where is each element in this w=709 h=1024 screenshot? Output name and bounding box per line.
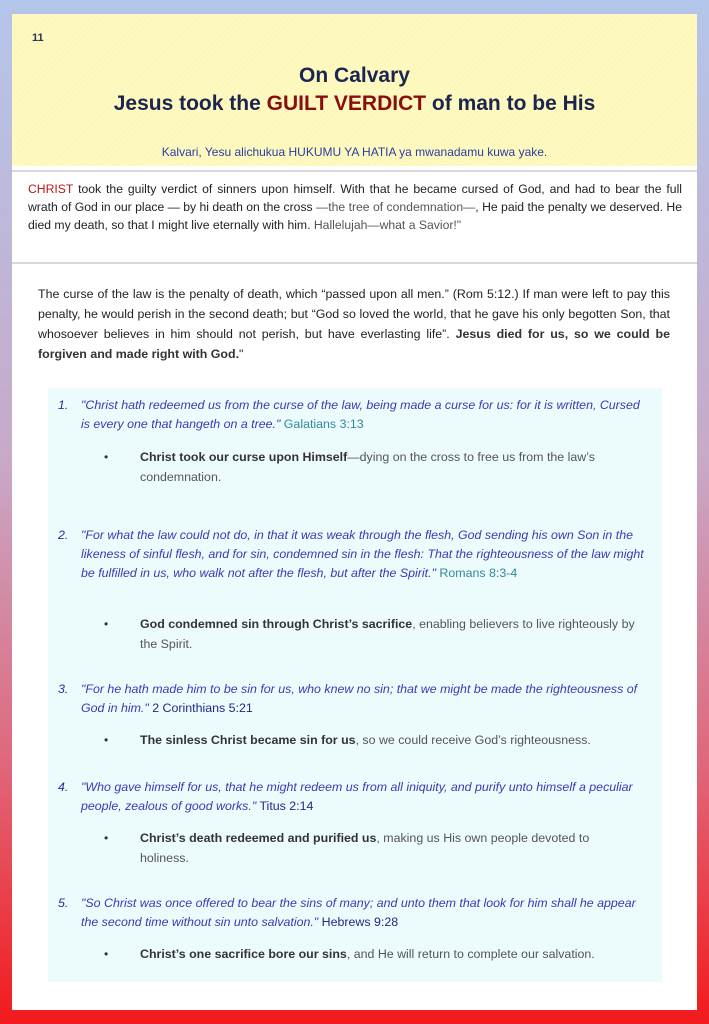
bullet-icon: •	[104, 733, 109, 747]
scripture-quote	[81, 894, 651, 932]
list-number: 5.	[58, 896, 69, 910]
title-text-post: of man to be His	[426, 92, 596, 115]
body-text: The curse of the law is the penalty of death, which “passed upon all men.” (Rom 5:12.) If man were left to pay this penalty, he would perish in the second death; but “God so loved the world, that he gave his only begotten Son, that whosoever believes in him should not perish, but have everlasting life”.	[38, 287, 670, 341]
scripture-reference: Hebrews 9:28	[318, 915, 399, 929]
bullet-rest: , so we could receive God’s righteousness.	[355, 733, 591, 747]
bullet-rest: , enabling believers to live righteously by the Spirit.	[140, 617, 635, 651]
scripture-reference: Galatians 3:13	[280, 417, 364, 431]
title-text-pre: Jesus took the	[113, 92, 267, 115]
title-accent: GUILT VERDICT	[266, 92, 427, 115]
quote-text: "For what the law could not do, in that it was weak through the flesh, God sending his own Son in the likeness of sinful flesh, and for sin, condemned sin in the flesh: That the righteousness of the law might be fulfilled in us, who walk not after the flesh, but after the Spirit."	[81, 528, 644, 580]
list-number: 1.	[58, 398, 69, 412]
page-title: On Calvary	[299, 64, 410, 87]
bullet-icon: •	[104, 947, 109, 961]
bullet-icon: •	[104, 831, 109, 845]
list-number: 4.	[58, 780, 69, 794]
intro-text-grey-2: Hallelujah—what a Savior!"	[313, 218, 462, 232]
bullet-bold: God condemned sin through Christ’s sacrifice	[140, 617, 413, 631]
bullet-bold: Christ’s one sacrifice bore our sins	[140, 947, 347, 961]
bullet-summary	[140, 828, 640, 868]
bullet-bold: Christ’s death redeemed and purified us	[140, 831, 377, 845]
scripture-reference: Romans 8:3-4	[435, 566, 518, 580]
bullet-summary	[140, 447, 640, 487]
body-paragraph	[38, 284, 670, 364]
intro-box	[12, 170, 697, 264]
quote-text: "For he hath made him to be sin for us, who knew no sin; that we might be made the righteousness of God in him."	[81, 682, 638, 715]
quote-text: "So Christ was once offered to bear the sins of many; and unto them that look for him shall he appear the second time without sin unto salvation."	[81, 896, 636, 929]
intro-text-grey-1: —the tree of condemnation—	[316, 200, 476, 214]
scripture-quote	[81, 396, 651, 434]
scripture-reference: 2 Corinthians 5:21	[148, 701, 253, 715]
bullet-rest: —dying on the cross to free us from the law’s condemnation.	[140, 450, 595, 484]
list-number: 2.	[58, 528, 69, 542]
bullet-bold: The sinless Christ became sin for us	[140, 733, 356, 747]
bullet-icon: •	[104, 450, 109, 464]
intro-text-1: took the guilty verdict of sinners upon himself. With that he became cursed of God, and had to bear the full wrath of God in our place — by hi death on the cross	[28, 182, 682, 214]
header-banner	[12, 14, 697, 166]
bullet-bold: Christ took our curse upon Himself	[140, 450, 348, 464]
bullet-summary	[140, 944, 640, 964]
bullet-summary	[140, 730, 640, 750]
page-subtitle-heading	[12, 92, 697, 116]
intro-paragraph	[28, 180, 682, 234]
bullet-summary	[140, 614, 640, 654]
scripture-quote	[81, 526, 651, 583]
scripture-reference: Titus 2:14	[256, 799, 314, 813]
bullet-rest: , and He will return to complete our salvation.	[346, 947, 595, 961]
page-number: 11	[32, 32, 44, 44]
scripture-quote	[81, 680, 651, 718]
bullet-rest: , making us His own people devoted to holiness.	[140, 831, 590, 865]
bullet-icon: •	[104, 617, 109, 631]
intro-text-2: , He paid the penalty we deserved. He died my death, so that I might live eternally with him.	[28, 200, 682, 232]
scripture-list	[48, 388, 662, 982]
quote-text: "Who gave himself for us, that he might redeem us from all iniquity, and purify unto himself a peculiar people, zealous of good works."	[81, 780, 633, 813]
scripture-quote	[81, 778, 651, 816]
list-number: 3.	[58, 682, 69, 696]
swahili-subtitle: Kalvari, Yesu alichukua HUKUMU YA HATIA ya mwanadamu kuwa yake.	[161, 145, 548, 159]
body-bold-text: Jesus died for us, so we could be forgiven and made right with God.	[38, 327, 670, 361]
intro-lead: CHRIST	[28, 182, 74, 196]
body-end: "	[239, 347, 244, 361]
quote-text: "Christ hath redeemed us from the curse of the law, being made a curse for us: for it is written, Cursed is every one that hangeth on a tree."	[81, 398, 640, 431]
document-page	[12, 14, 697, 1010]
